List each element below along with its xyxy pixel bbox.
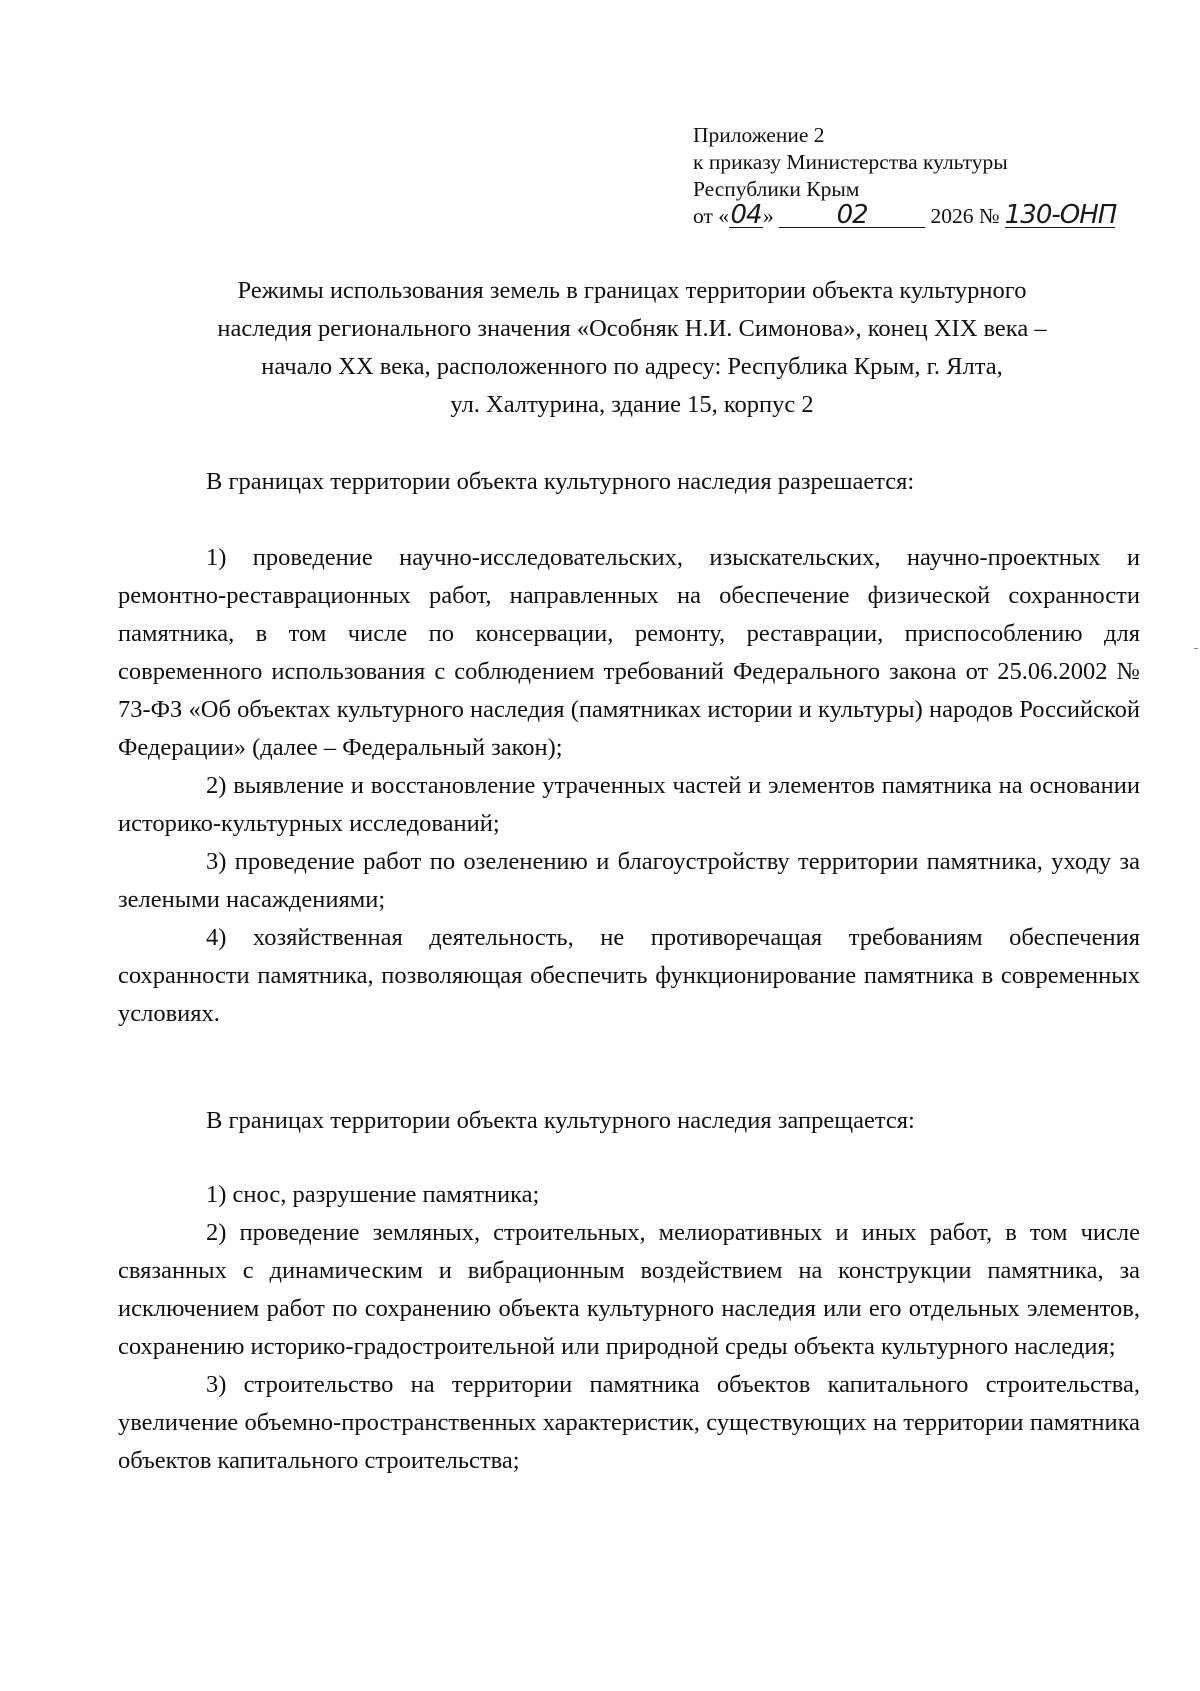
republic-name: Республики Крым [693, 177, 860, 201]
title-line-3: начало XX века, расположенного по адресу: Республика Крым, г. Ялта, [261, 353, 1003, 380]
title-line-4: ул. Халтурина, здание 15, корпус 2 [450, 391, 814, 418]
handwritten-day: 04 [730, 200, 762, 230]
date-prefix: от « [693, 204, 729, 228]
handwritten-month: 02 [836, 200, 868, 230]
date-day-field [729, 200, 763, 230]
order-date-line [693, 200, 1153, 230]
allowed-heading: В границах территории объекта культурного наследия разрешается: [206, 468, 915, 495]
prohibited-list [118, 1176, 1140, 1480]
date-year: 2026 № [930, 204, 1000, 228]
prohibited-heading: В границах территории объекта культурного наследия запрещается: [206, 1107, 915, 1134]
order-reference: к приказу Министерства культуры [693, 150, 1008, 174]
allowed-item-3: 3) проведение работ по озеленению и благоустройству территории памятника, уходу за зелеными насаждениями; [118, 848, 1140, 913]
appendix-number: Приложение 2 [693, 123, 825, 147]
prohibited-item-1: 1) снос, разрушение памятника; [206, 1181, 540, 1208]
scan-edge-mark [1194, 648, 1198, 649]
allowed-item-4: 4) хозяйственная деятельность, не противоречащая требованиям обеспечения сохранности памятника, позволяющая обеспечить функционирование памятника в современных условиях. [118, 924, 1140, 1027]
allowed-list [118, 539, 1140, 1033]
handwritten-order-number: 130-ОНП [1004, 200, 1117, 230]
order-number-field [1004, 200, 1117, 230]
allowed-item-2: 2) выявление и восстановление утраченных частей и элементов памятника на основании историко-культурных исследований; [118, 772, 1140, 837]
title-line-1: Режимы использования земель в границах территории объекта культурного [237, 277, 1027, 304]
title-line-2: наследия регионального значения «Особняк Н.И. Симонова», конец XIX века – [217, 315, 1047, 342]
date-mid: » [763, 204, 774, 228]
document-title [118, 272, 1146, 424]
date-month-field [779, 200, 925, 230]
prohibited-item-2: 2) проведение земляных, строительных, мелиоративных и иных работ, в том числе связанных с динамическим и вибрационным воздействием на конструкции памятника, за исключением работ по сохранению объекта культурного наследия или его отдельных элементов, сохранению историко-градостроительной или природной среды объекта культурного наследия; [118, 1219, 1140, 1360]
allowed-item-1: 1) проведение научно-исследовательских, изыскательских, научно-проектных и ремонтно-реставрационных работ, направленных на обеспечение физической сохранности памятника, в том числе по консервации, ремонту, реставрации, приспособлению для современного использования с соблюдением требований Федерального закона от 25.06.2002 № 73-ФЗ «Об объектах культурного наследия (памятниках истории и культуры) народов Российской Федерации» (далее – Федеральный закон); [118, 544, 1140, 761]
appendix-header [693, 122, 1153, 230]
prohibited-item-3: 3) строительство на территории памятника объектов капитального строительства, увеличение объемно-пространственных характеристик, существующих на территории памятника объектов капитального строительства; [118, 1371, 1140, 1474]
